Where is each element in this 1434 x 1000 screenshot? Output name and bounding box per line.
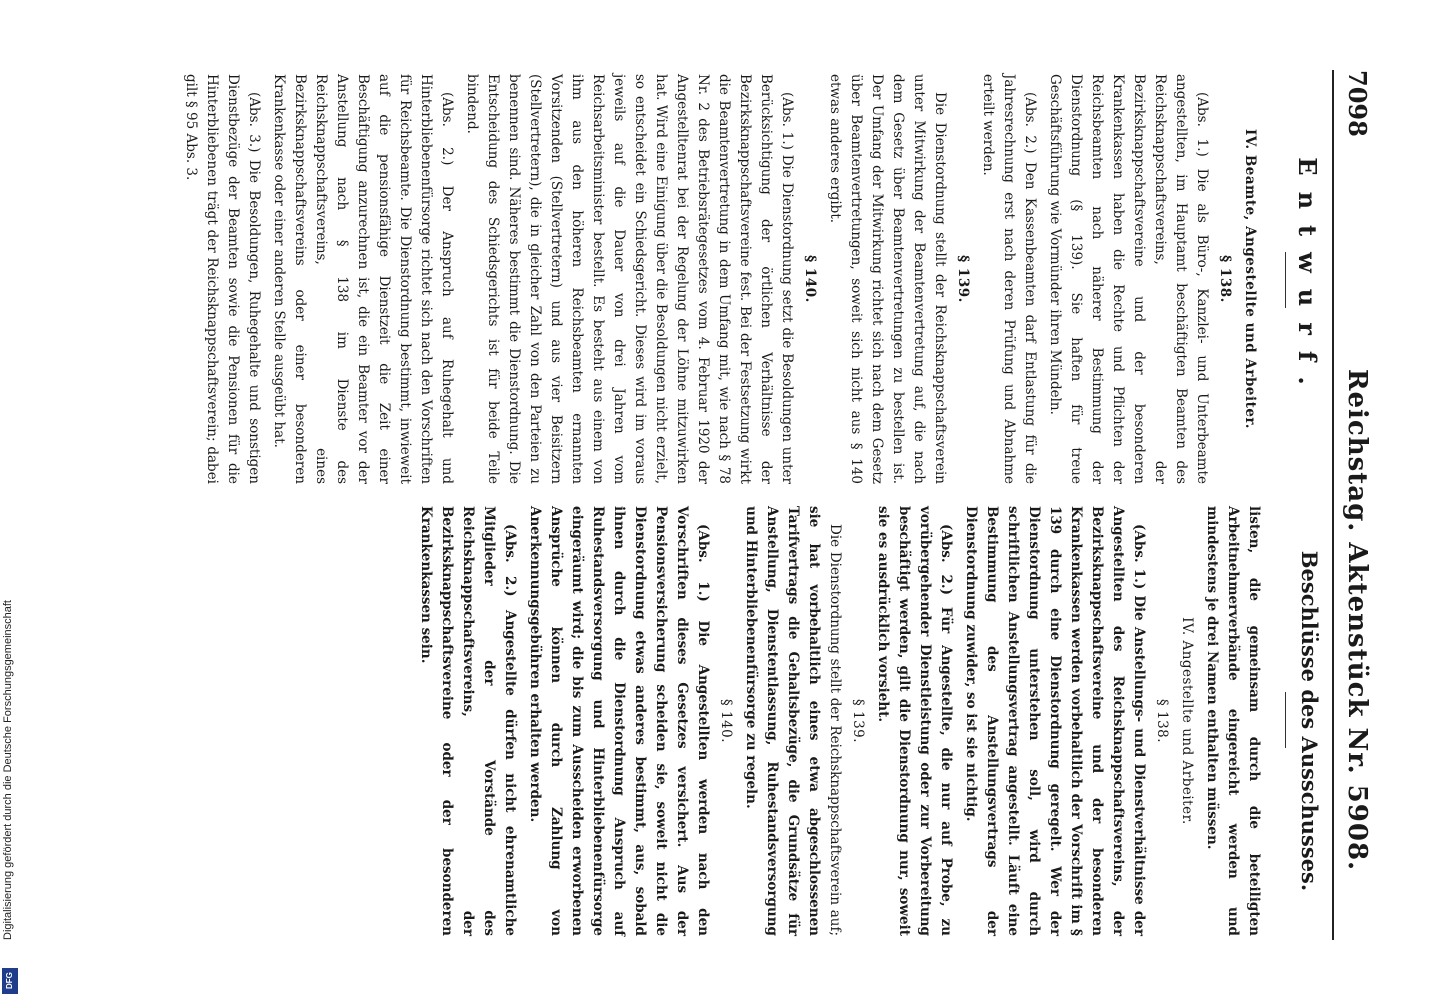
s139-text: Die Dienstordnung stellt der Reichsknappschaftsverein unter Mitwirkung der Beamtenvertretung auf, die nach dem Gesetz über Beamtenvertretungen zu bestellen ist. Der Umfang der Mitwirkung richtet sich nach dem Gesetz über Beamtenvertretungen, soweit sich nicht aus § 140 etwas anderes ergibt. (827, 74, 948, 484)
right-column (411, 506, 1264, 936)
paragraph-heading-139: § 139. (955, 255, 971, 303)
s140-abs2: (Abs. 2.) Angestellte dürfen nicht ehrenamtliche Mitglieder der Vorstände des Reichsknappschaftsvereins, der Bezirksknappschaftsvereine oder der besonderen Krankenkassen sein. (418, 506, 518, 936)
s138-abs1: (Abs. 1.) Die Anstellungs- und Dienstverhältnisse der Angestellten des Reichsknappschaftsvereins, der Bezirksknappschaftsvereine und der besonderen Krankenkassen werden vorbehaltlich der Vorschrift im § 139 durch eine Dienstordnung geregelt. Wer der Dienstordnung unterstehen soll, wird durch schriftlichen Anstellungsvertrag angestellt. Läuft eine Bestimmung des Anstellungsvertrags der Dienstordnung zuwider, so ist sie nichtig. (963, 506, 1147, 936)
left-column (176, 74, 1264, 484)
section-heading: IV. Beamte, Angestellte und Arbeiter. (1242, 128, 1258, 430)
s138-abs2: (Abs. 2.) Für Angestellte, die nur auf Probe, zu vorübergehender Dienstleistung oder zur Vorbereitung beschäftigt werden, gilt die Dienstordnung nur, soweit sie es ausdrücklich vorsieht. (875, 506, 954, 936)
paragraph-heading-139: § 139. (850, 698, 866, 744)
left-column-title: Entwurf. (1293, 157, 1322, 401)
right-column-title: Beschlüsse des Ausschusses. (1297, 550, 1322, 892)
s140-abs3: (Abs. 3.) Die Besoldungen, Ruhegehalte und sonstigen Dienstbezüge der Beamten sowie die Pensionen für die Hinterbliebenen trägt der Reichsknappschaftsverein; dabei gilt § 95 Abs. 3. (183, 74, 262, 484)
s139-text-bold: sie hat vorbehaltlich eines etwa abgeschlossenen Tarifvertrags die Gehaltsbezüge, die Grundsätze für Anstellung, Dienstentlassung, Ruhestandsversorgung und Hinterbliebenenfürsorge zu regeln. (743, 506, 822, 936)
paragraph-heading-140: § 140. (718, 698, 734, 744)
dfg-logo: DFG (2, 968, 18, 994)
s140-abs1: (Abs. 1.) Die Angestellten werden nach den Vorschriften dieses Gesetzes versichert. Aus der Pensionsversicherung scheiden sie, soweit nicht die Dienstordnung etwas anderes bestimmt, aus, sobald ihnen durch die Dienstordnung Anspruch auf Ruhestandsversorgung und Hinterbliebenenfürsorge eingeräumt wird; die bis zum Ausscheiden erworbenen Ansprüche können durch Zahlung von Anerkennungsgebühren erhalten werden. (527, 506, 711, 936)
header-rule (1332, 70, 1334, 940)
s138-abs1: (Abs. 1.) Die als Büro-, Kanzlei- und Unterbeamte angestellten, im Hauptamt beschäftigten Beamten des Reichsknappschaftsvereins, der Bezirksknappschaftsvereine und der besonderen Krankenkassen haben die Rechte und Pflichten der Reichsbeamten nach näherer Bestimmung der Dienstordnung (§ 139). Sie haften für treue Geschäftsführung wie Vormünder ihren Mündeln. (1047, 74, 1210, 484)
digitization-credit (0, 600, 22, 1000)
s140-abs1: (Abs. 1.) Die Dienstordnung setzt die Besoldungen unter Berücksichtigung der örtlichen Verhältnisse der Bezirksknappschaftsvereine fest. Bei der Festsetzung wirkt die Beamtenvertretung in dem Umfang mit, wie nach § 78 Nr. 2 des Betriebsrätegesetzes vom 4. Februar 1920 der Angestelltenrat bei der Regelung der Löhne mitzuwirken hat. Wird eine Einigung über die Besoldungen nicht erzielt, so entscheidet ein Schiedsgericht. Dieses wird im voraus jeweils auf die Dauer von drei Jahren vom Reichsarbeitsminister bestellt. Es besteht aus einem von ihm aus den höheren Reichsbeamten ernannten Vorsitzenden (Stellvertretern) und aus vier Beisitzern (Stellvertretern), die in gleicher Zahl von den Parteien zu benennen sind. Näheres bestimmt die Dienstordnung. Die Entscheidung des Schiedsgerichts ist für beide Teile bindend. (464, 74, 795, 484)
s139-text-normal: Die Dienstordnung stellt der Reichsknappschaftsverein auf; (827, 524, 843, 936)
paragraph-heading-138: § 138. (1217, 255, 1233, 303)
page-number: 7098 (1343, 70, 1372, 137)
paragraph-heading-138: § 138. (1154, 698, 1170, 744)
s138-abs2: (Abs. 2.) Den Kassenbeamten darf Entlastung für die Jahresrechnung erst nach deren Prüfung und Abnahme erteilt werden. (980, 74, 1038, 484)
paragraph-heading-140: § 140. (802, 255, 818, 303)
credit-text: Digitalisierung gefördert durch die Deutsche Forschungsgemeinschaft (2, 600, 14, 940)
s139-text (740, 506, 845, 936)
page-title: Reichstag. Aktenstück Nr. 5908. (1342, 368, 1372, 872)
intro-text: listen, die gemeinsam durch die beteiligten Arbeitnehmerverbände eingereicht werden und mindestens je drei Namen enthalten müssen. (1204, 506, 1262, 936)
right-title-rule (1285, 692, 1286, 748)
s140-abs2: (Abs. 2.) Der Anspruch auf Ruhegehalt und Hinterbliebenenfürsorge richtet sich nach den Vorschriften für Reichsbeamte. Die Dienstordnung bestimmt, inwieweit auf die pensionsfähige Dienstzeit die Zeit einer Beschäftigung anzurechnen ist, die ein Beamter vor der Anstellung nach § 138 im Dienste des Reichsknappschaftsvereins, eines Bezirksknappschaftsvereins oder einer besonderen Krankenkasse oder einer anderen Stelle ausgeübt hat. (271, 74, 455, 484)
section-heading: IV. Angestellte und Arbeiter. (1179, 617, 1195, 825)
left-title-rule (1285, 252, 1286, 308)
